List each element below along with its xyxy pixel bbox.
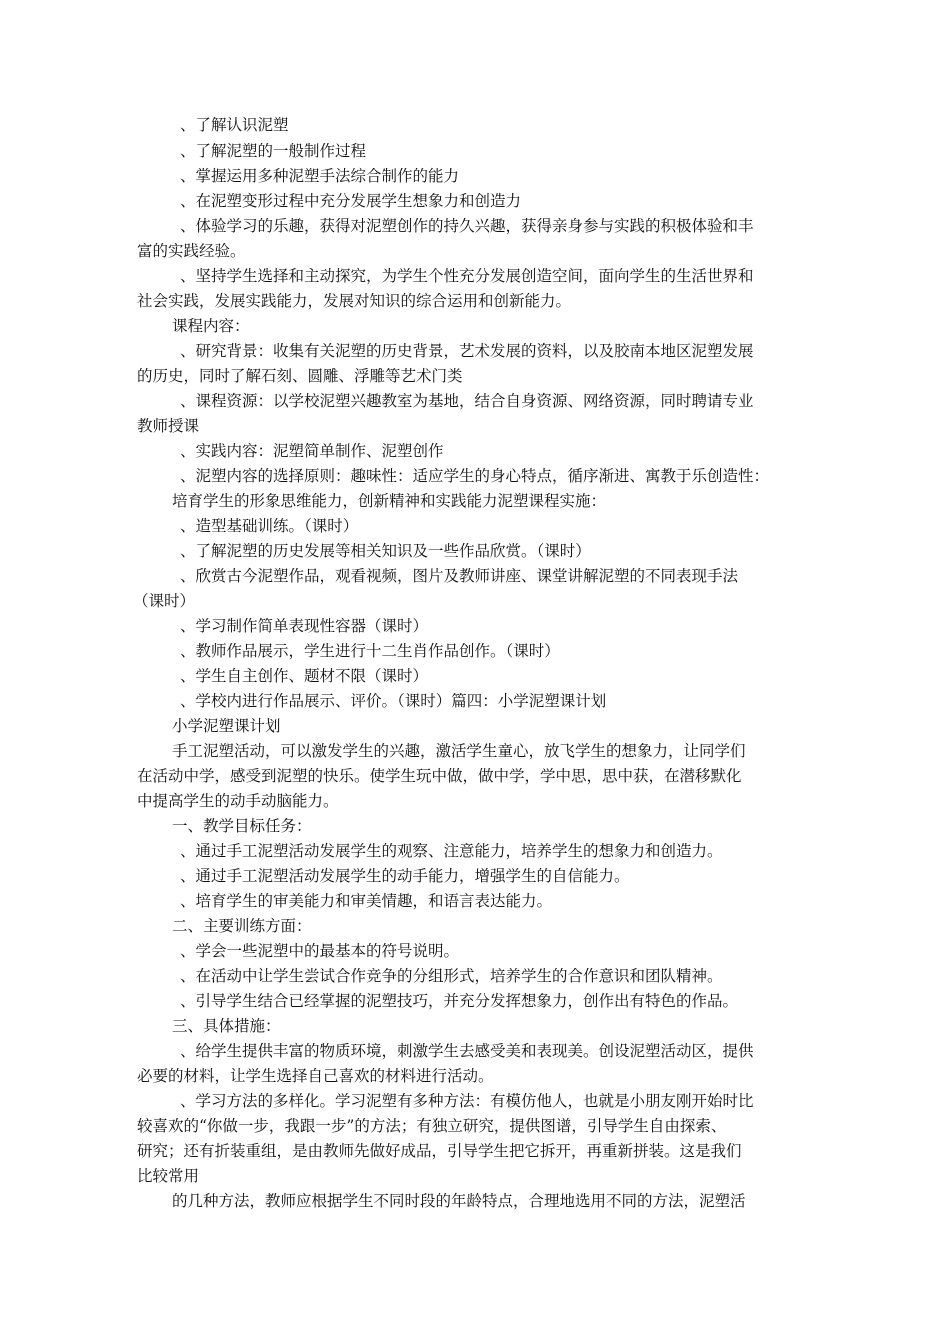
text-line: 教师授课: [137, 417, 200, 435]
section-heading: 一、教学目标任务：: [172, 817, 312, 835]
text-line: 在活动中学，感受到泥塑的快乐。使学生玩中做，做中学，学中思，思中获，在潜移默化: [137, 767, 742, 785]
text-line: 较喜欢的“你做一步，我跟一步”的方法；有独立研究，提供图谱，引导学生自由探索、: [137, 1117, 727, 1135]
text-line: 、体验学习的乐趣，获得对泥塑创作的持久兴趣，获得亲身参与实践的积极体验和丰: [180, 217, 754, 235]
text-line: 富的实践经验。: [137, 242, 246, 260]
text-line: （课时）: [133, 592, 196, 610]
text-line: 、通过手工泥塑活动发展学生的观察、注意能力，培养学生的想象力和创造力。: [180, 842, 723, 860]
section-heading: 小学泥塑课计划: [172, 717, 281, 735]
text-line: 研究；还有折装重组，是由教师先做好成品，引导学生把它拆开，再重新拼装。这是我们: [137, 1142, 742, 1160]
text-line: 培育学生的形象思维能力，创新精神和实践能力泥塑课程实施：: [172, 492, 607, 510]
text-line: 必要的材料，让学生选择自己喜欢的材料进行活动。: [137, 1067, 494, 1085]
section-heading: 课程内容：: [172, 317, 250, 335]
text-line: 的历史，同时了解石刻、圆雕、浮雕等艺术门类: [137, 367, 463, 385]
text-line: 、了解泥塑的一般制作过程: [180, 142, 367, 160]
text-line: 、培育学生的审美能力和审美情趣，和语言表达能力。: [180, 892, 553, 910]
text-line: 社会实践，发展实践能力，发展对知识的综合运用和创新能力。: [137, 292, 572, 310]
text-line: 、引导学生结合已经掌握的泥塑技巧，并充分发挥想象力，创作出有特色的作品。: [180, 992, 739, 1010]
text-line: 、实践内容：泥塑简单制作、泥塑创作: [180, 442, 444, 460]
section-heading: 二、主要训练方面：: [172, 917, 312, 935]
text-line: 、了解认识泥塑: [180, 116, 289, 134]
text-line: 、在泥塑变形过程中充分发展学生想象力和创造力: [180, 192, 522, 210]
text-line: 、研究背景：收集有关泥塑的历史背景，艺术发展的资料，以及胶南本地区泥塑发展: [180, 342, 754, 360]
text-line: 、给学生提供丰富的物质环境，刺激学生去感受美和表现美。创设泥塑活动区，提供: [180, 1042, 754, 1060]
text-line: 中提高学生的动手动脑能力。: [137, 792, 339, 810]
text-line: 、泥塑内容的选择原则：趣味性：适应学生的身心特点，循序渐进、寓教于乐创造性：: [180, 467, 770, 485]
text-line: 比较常用: [137, 1167, 200, 1185]
text-line: 、教师作品展示，学生进行十二生肖作品创作。（课时）: [180, 642, 560, 660]
text-line: 、学校内进行作品展示、评价。（课时）篇四：小学泥塑课计划: [180, 692, 607, 710]
text-line: 、学习制作简单表现性容器（课时）: [180, 617, 429, 635]
text-line: 、掌握运用多种泥塑手法综合制作的能力: [180, 167, 460, 185]
text-line: 、欣赏古今泥塑作品，观看视频，图片及教师讲座、课堂讲解泥塑的不同表现手法: [180, 567, 739, 585]
text-line: 、课程资源：以学校泥塑兴趣教室为基地，结合自身资源、网络资源，同时聘请专业: [180, 392, 754, 410]
text-line: 、造型基础训练。（课时）: [180, 517, 359, 535]
text-line: 、通过手工泥塑活动发展学生的动手能力，增强学生的自信能力。: [180, 867, 630, 885]
text-line: 、学生自主创作、题材不限（课时）: [180, 667, 429, 685]
text-line: 的几种方法，教师应根据学生不同时段的年龄特点，合理地选用不同的方法，泥塑活: [172, 1192, 746, 1210]
text-line: 、学会一些泥塑中的最基本的符号说明。: [180, 942, 460, 960]
text-line: 、了解泥塑的历史发展等相关知识及一些作品欣赏。（课时）: [180, 542, 591, 560]
text-line: 手工泥塑活动，可以激发学生的兴趣，激活学生童心，放飞学生的想象力，让同学们: [172, 742, 746, 760]
section-heading: 三、具体措施：: [172, 1017, 281, 1035]
text-line: 、学习方法的多样化。学习泥塑有多种方法：有模仿他人，也就是小朋友刚开始时比: [180, 1092, 754, 1110]
text-line: 、坚持学生选择和主动探究，为学生个性充分发展创造空间，面向学生的生活世界和: [180, 267, 754, 285]
text-line: 、在活动中让学生尝试合作竞争的分组形式，培养学生的合作意识和团队精神。: [180, 967, 723, 985]
